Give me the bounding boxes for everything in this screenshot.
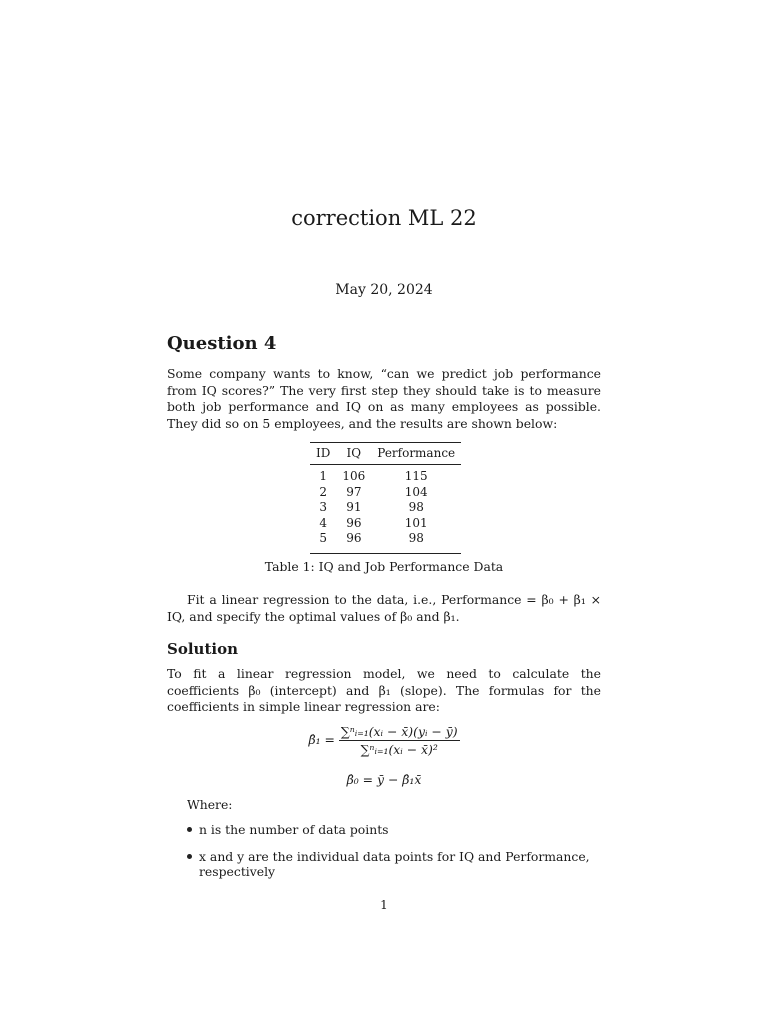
beta1-numerator: ∑ⁿᵢ₌₁(xᵢ − x̄)(yᵢ − ȳ) bbox=[340, 724, 458, 739]
table-header-id: ID bbox=[316, 446, 331, 460]
table-cell: 106 bbox=[342, 469, 366, 483]
section-heading: Question 4 bbox=[167, 333, 277, 354]
table-cell: 97 bbox=[346, 484, 362, 499]
beta1-formula bbox=[0, 724, 768, 757]
beta1-fraction bbox=[339, 724, 460, 757]
page-number: 1 bbox=[380, 898, 388, 912]
table-cell: 98 bbox=[408, 500, 424, 514]
solution-heading: Solution bbox=[167, 640, 238, 658]
table-cell: 101 bbox=[404, 515, 428, 530]
table-row bbox=[310, 465, 461, 485]
table-cell: 91 bbox=[346, 500, 362, 514]
task-paragraph: Fit a linear regression to the data, i.e., Performance = β₀ + β₁ × IQ, and specify the optimal values of β₀ and β₁. bbox=[167, 592, 601, 624]
table-header-iq: IQ bbox=[346, 446, 362, 460]
list-item: n is the number of data points bbox=[187, 822, 607, 837]
intro-paragraph: Some company wants to know, “can we predict job performance from IQ scores?” The very first step they should take is to measure both job performance and IQ on as many employees as possible. They did so on 5 employees, and the results are shown below: bbox=[167, 366, 601, 431]
table-cell: 96 bbox=[346, 515, 362, 530]
document-title: correction ML 22 bbox=[291, 206, 477, 230]
table-cell: 1 bbox=[319, 469, 327, 483]
list-item: x and y are the individual data points for IQ and Performance, respectively bbox=[187, 849, 607, 879]
table-cell: 104 bbox=[404, 484, 428, 499]
beta1-denominator: ∑ⁿᵢ₌₁(xᵢ − x̄)² bbox=[360, 742, 438, 757]
table-header-row bbox=[310, 443, 461, 465]
table-row bbox=[310, 531, 461, 553]
beta0-formula: β̂₀ = ȳ − β̂₁x̄ bbox=[346, 772, 422, 787]
where-label: Where: bbox=[187, 797, 233, 812]
table-row bbox=[310, 516, 461, 532]
table-caption: Table 1: IQ and Job Performance Data bbox=[264, 559, 504, 574]
table-cell: 3 bbox=[319, 500, 327, 514]
table-row bbox=[310, 485, 461, 501]
table-cell: 115 bbox=[404, 469, 428, 483]
document-date: May 20, 2024 bbox=[335, 282, 433, 298]
table-header-performance: Performance bbox=[377, 446, 456, 460]
table-row bbox=[310, 500, 461, 516]
solution-paragraph: To fit a linear regression model, we need to calculate the coefficients β₀ (intercept) and β₁ (slope). The formulas for the coefficients in simple linear regression are: bbox=[167, 666, 601, 714]
beta1-formula-lhs: β̂₁ = bbox=[308, 732, 335, 747]
table-cell: 5 bbox=[319, 531, 327, 545]
table-cell: 98 bbox=[408, 531, 424, 545]
data-table bbox=[310, 442, 458, 554]
table-cell: 4 bbox=[319, 515, 327, 530]
definitions-list bbox=[187, 822, 607, 891]
table-cell: 96 bbox=[346, 531, 362, 545]
table-cell: 2 bbox=[319, 484, 327, 499]
